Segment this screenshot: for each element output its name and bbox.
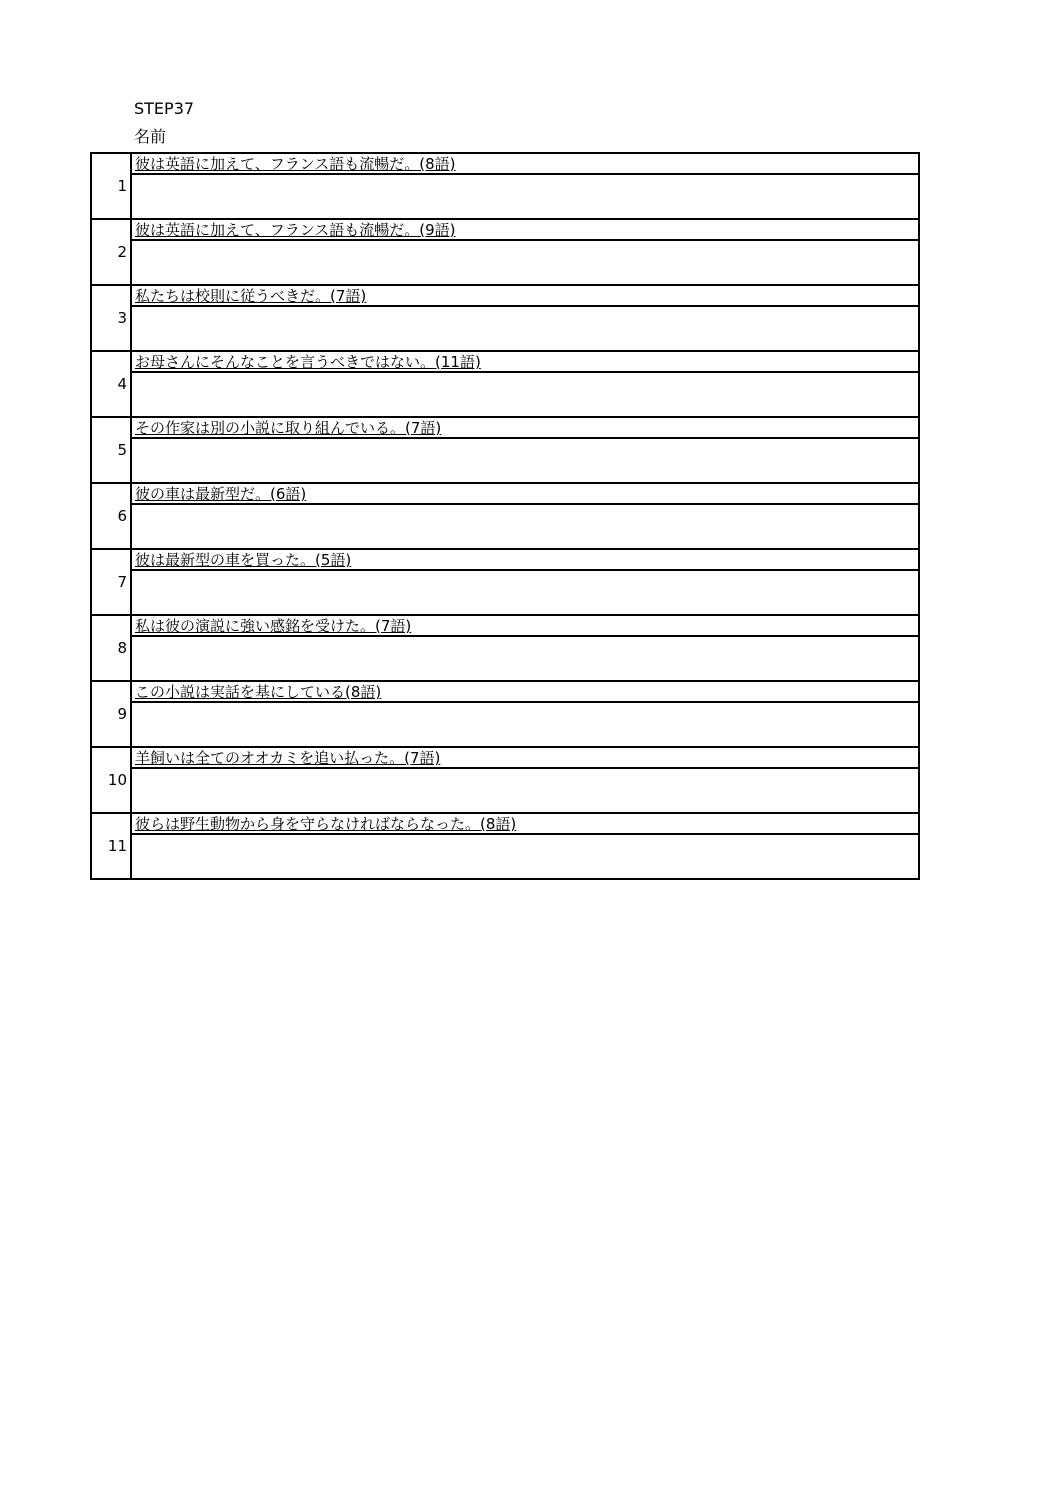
question-number: 7 <box>91 549 131 615</box>
answer-field[interactable] <box>132 175 918 218</box>
step-label: STEP37 <box>134 99 195 118</box>
question-prompt: その作家は別の小説に取り組んでいる。(7語) <box>132 418 918 439</box>
name-label: 名前 <box>134 127 167 146</box>
question-prompt: お母さんにそんなことを言うべきではない。(11語) <box>132 352 918 373</box>
answer-field[interactable] <box>132 769 918 812</box>
question-number: 5 <box>91 417 131 483</box>
answer-field[interactable] <box>132 307 918 350</box>
question-number: 10 <box>91 747 131 813</box>
question-prompt: 私たちは校則に従うべきだ。(7語) <box>132 286 918 307</box>
question-prompt: 彼は最新型の車を買った。(5語) <box>132 550 918 571</box>
question-number: 4 <box>91 351 131 417</box>
question-number: 9 <box>91 681 131 747</box>
answer-field[interactable] <box>132 505 918 548</box>
question-row-4 <box>91 351 919 417</box>
answer-field[interactable] <box>132 637 918 680</box>
question-prompt: 彼は英語に加えて、フランス語も流暢だ。(9語) <box>132 220 918 241</box>
question-row-5 <box>91 417 919 483</box>
question-row-6 <box>91 483 919 549</box>
question-row-8 <box>91 615 919 681</box>
question-row-9 <box>91 681 919 747</box>
answer-field[interactable] <box>132 373 918 416</box>
question-row-7 <box>91 549 919 615</box>
answer-field[interactable] <box>132 439 918 482</box>
question-prompt: 彼は英語に加えて、フランス語も流暢だ。(8語) <box>132 154 918 175</box>
question-prompt: この小説は実話を基にしている(8語) <box>132 682 918 703</box>
answer-field[interactable] <box>132 835 918 878</box>
question-prompt: 彼らは野生動物から身を守らなければならなった。(8語) <box>132 814 918 835</box>
answer-field[interactable] <box>132 703 918 746</box>
question-number: 1 <box>91 153 131 219</box>
worksheet-table <box>90 152 920 880</box>
question-number: 3 <box>91 285 131 351</box>
question-row-2 <box>91 219 919 285</box>
question-row-3 <box>91 285 919 351</box>
question-number: 6 <box>91 483 131 549</box>
question-prompt: 羊飼いは全てのオオカミを追い払った。(7語) <box>132 748 918 769</box>
question-row-1 <box>91 153 919 219</box>
question-prompt: 彼の車は最新型だ。(6語) <box>132 484 918 505</box>
question-number: 2 <box>91 219 131 285</box>
question-row-10 <box>91 747 919 813</box>
question-prompt: 私は彼の演説に強い感銘を受けた。(7語) <box>132 616 918 637</box>
question-row-11 <box>91 813 919 879</box>
answer-field[interactable] <box>132 241 918 284</box>
answer-field[interactable] <box>132 571 918 614</box>
question-number: 11 <box>91 813 131 879</box>
question-number: 8 <box>91 615 131 681</box>
